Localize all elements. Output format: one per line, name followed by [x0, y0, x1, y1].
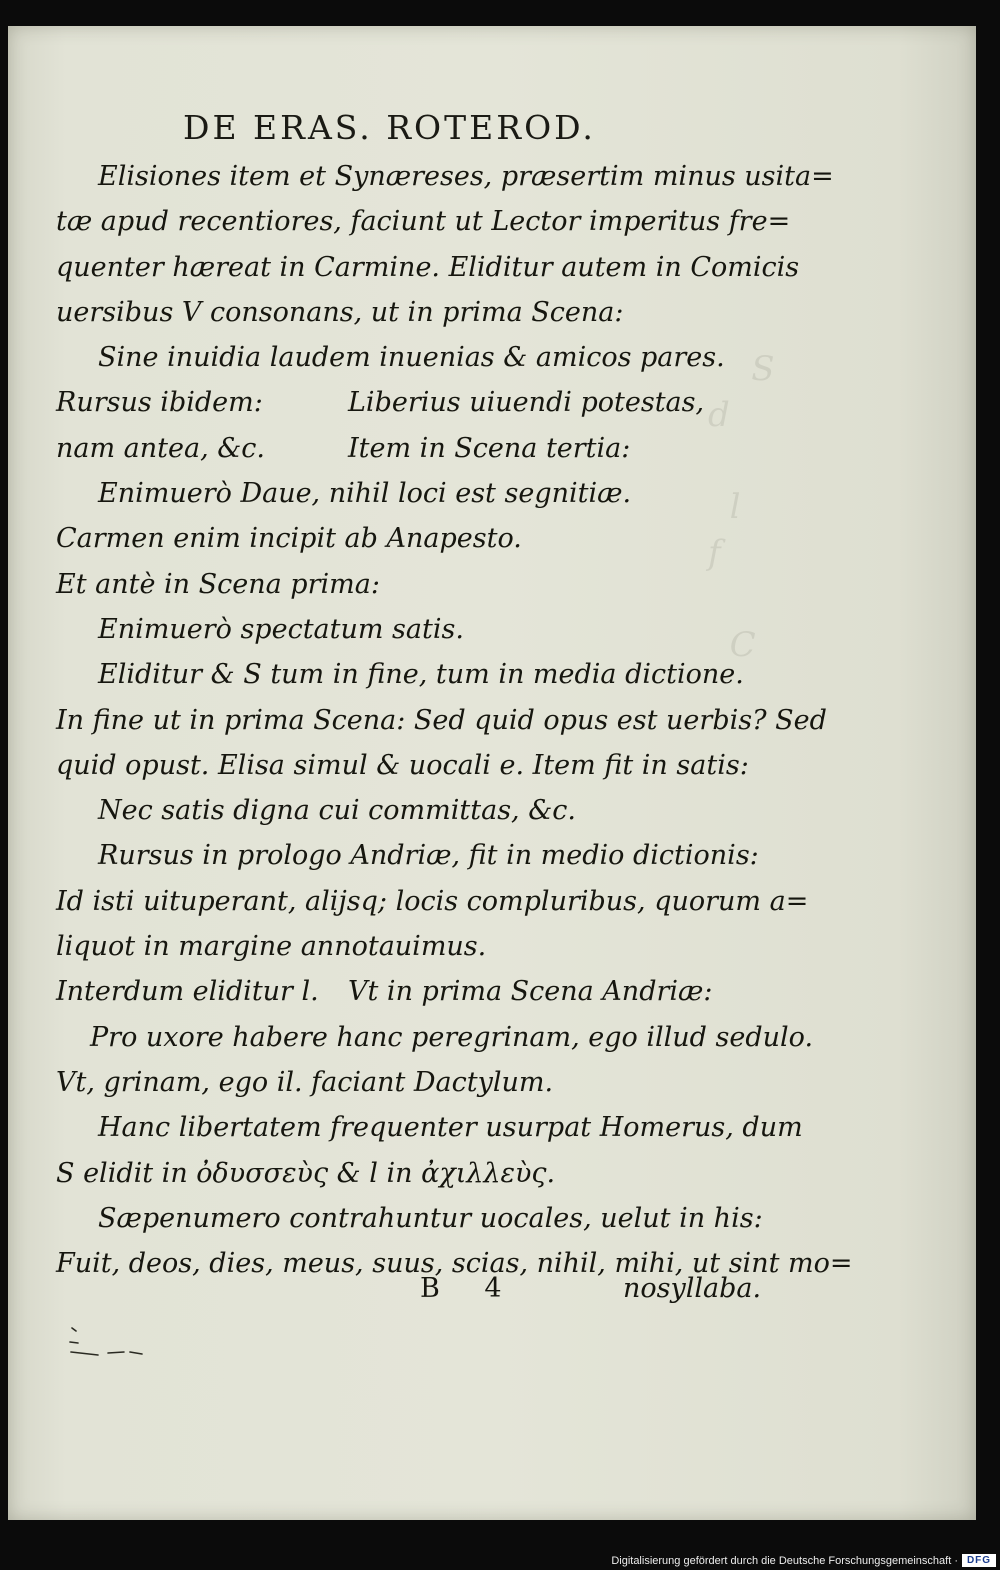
verse-line: Enimuerò spectatum satis.	[98, 613, 464, 645]
text-line: Hanc libertatem frequenter usurpat Homerus, dum	[98, 1112, 803, 1144]
verse-line: Sine inuidia laudem inuenias & amicos pares.	[98, 342, 725, 374]
catchword: nosyllaba.	[623, 1273, 762, 1304]
text-line: quenter hæreat in Carmine. Eliditur autem in Comicis	[56, 251, 800, 283]
text-line: Id isti uituperant, alijsq; locis compluribus, quorum a=	[56, 885, 809, 917]
verse-line: Nec satis digna cui committas, &c.	[98, 795, 576, 827]
text-line: Sæpenumero contrahuntur uocales, uelut in his:	[98, 1202, 763, 1234]
text-line: tæ apud recentiores, faciunt ut Lector imperitus fre=	[56, 206, 791, 238]
text-line-left: nam antea, &c.	[56, 432, 265, 464]
verse-line: Enimuerò Daue, nihil loci est segnitiæ.	[98, 478, 632, 510]
text-line: Vt, grinam, ego il. faciant Dactylum.	[56, 1066, 554, 1098]
text-line: uersibus V consonans, ut in prima Scena:	[56, 296, 624, 328]
text-line-right: Vt in prima Scena Andriæ:	[348, 976, 713, 1008]
verse-quote: Liberius uiuendi potestas,	[348, 387, 705, 419]
signature-mark: B 4	[420, 1273, 520, 1304]
page-foot-line	[8, 1266, 1000, 1312]
text-line: Elisiones item et Synæreses, præsertim minus usita=	[98, 161, 834, 192]
digitization-credit: Digitalisierung gefördert durch die Deutsche Forschungsgemeinschaft ·	[611, 1555, 958, 1567]
running-head: DE ERAS. ROTEROD.	[183, 108, 596, 147]
text-line: Et antè in Scena prima:	[56, 568, 380, 600]
text-line-greek: S elidit in ὀδυσσεὺς & l in ἀχιλλεὺς.	[56, 1157, 556, 1189]
text-line-left: Rursus ibidem:	[56, 387, 263, 419]
text-line-right: Item in Scena tertia:	[348, 432, 631, 464]
book-page	[8, 26, 976, 1520]
footer-bar	[0, 1550, 1000, 1570]
verse-line: Pro uxore habere hanc peregrinam, ego illud sedulo.	[90, 1021, 814, 1053]
text-line: Carmen enim incipit ab Anapesto.	[56, 523, 522, 555]
text-line: Eliditur & S tum in fine, tum in media dictione.	[98, 659, 744, 691]
text-line-split	[56, 426, 776, 471]
text-line: quid opust. Elisa simul & uocali e. Item fit in satis:	[56, 749, 749, 781]
text-line-left: Interdum eliditur l.	[56, 976, 319, 1008]
text-line: In fine ut in prima Scena: Sed quid opus est uerbis? Sed	[56, 704, 827, 736]
text-line: liquot in margine annotauimus.	[56, 931, 487, 963]
text-line-split	[56, 969, 776, 1014]
text-line: Rursus in prologo Andriæ, fit in medio dictionis:	[98, 840, 759, 872]
show-through-texture: S d l f C	[708, 349, 775, 665]
text-line: Fuit, deos, dies, meus, suus, scias, nihil, mihi, ut sint mo=	[56, 1248, 853, 1280]
text-body	[56, 154, 853, 1286]
ink-smudge	[68, 1322, 148, 1362]
text-line-split	[56, 380, 776, 425]
dfg-logo: DFG	[962, 1554, 996, 1567]
